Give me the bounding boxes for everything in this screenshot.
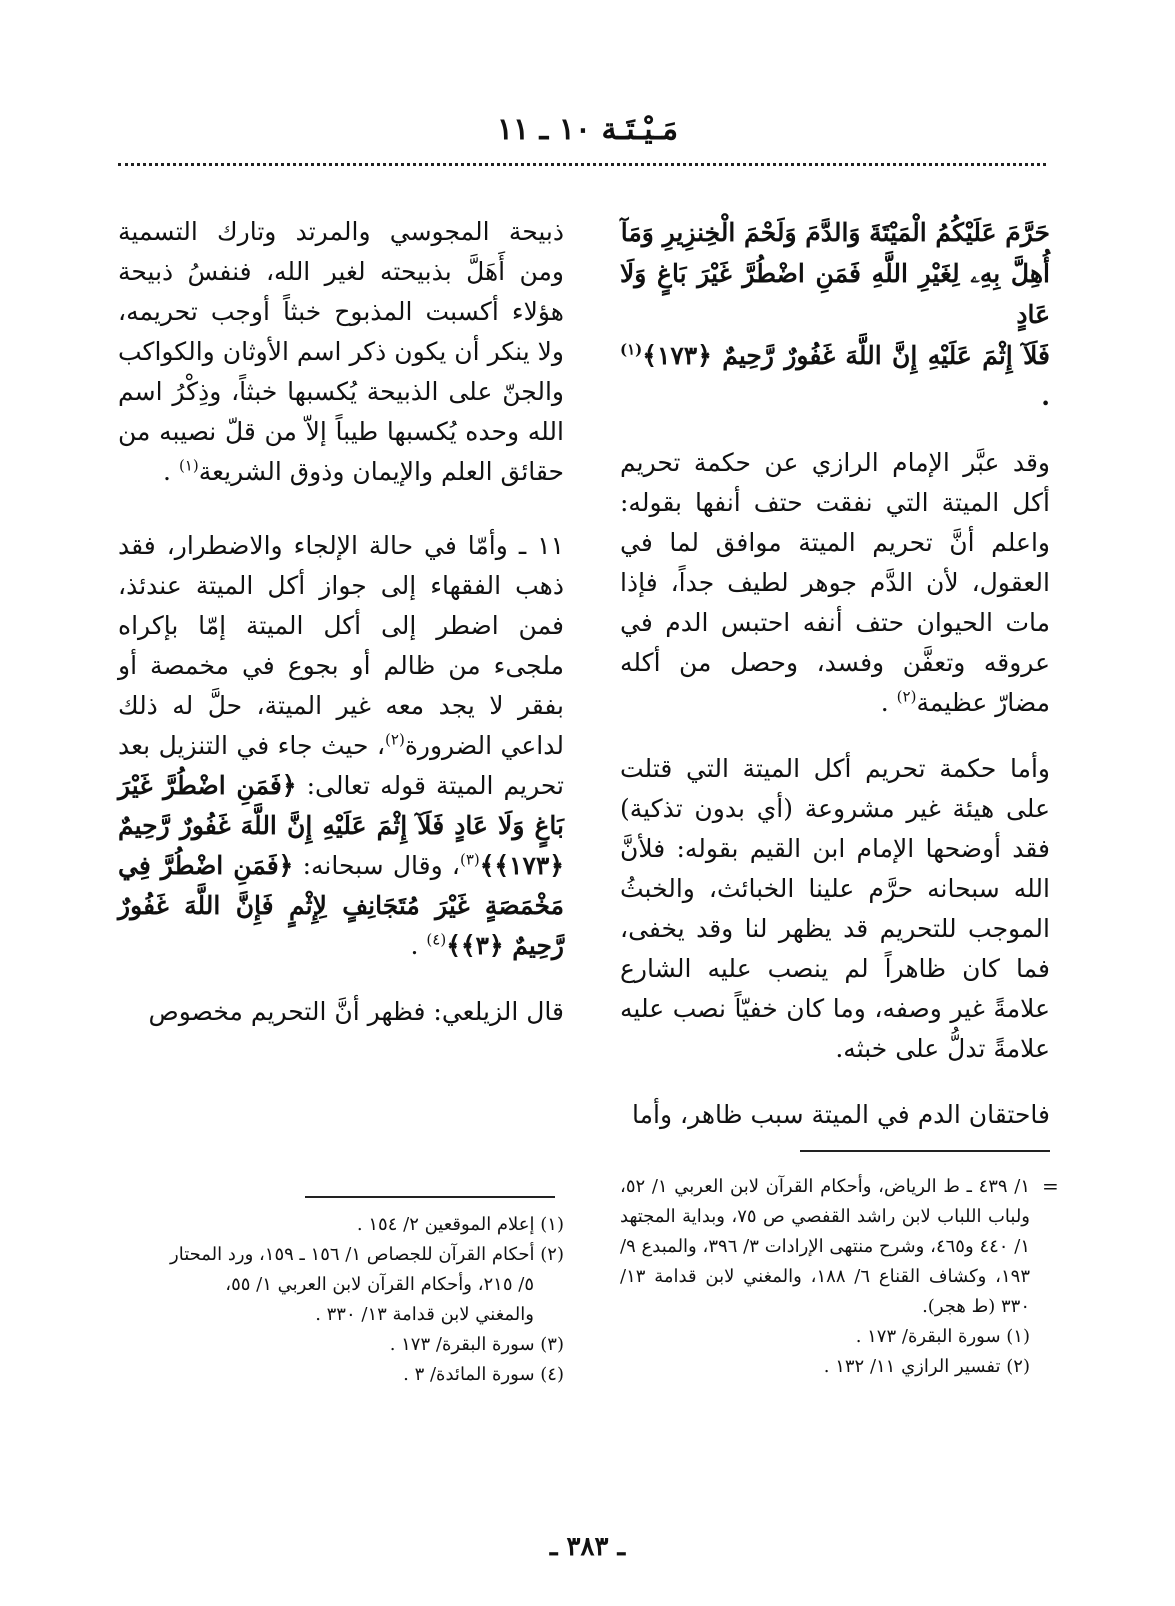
footnote-ref: (١) — [620, 340, 643, 359]
quran-line: حَرَّمَ عَلَيْكُمُ الْمَيْتَةَ وَالدَّمَ وَلَحْمَ الْخِنزِيرِ وَمَآ — [620, 218, 1050, 247]
paragraph-text: ، حيث جاء في التنزيل بعد تحريم الميتة قوله تعالى: — [118, 731, 565, 800]
left-footnotes — [118, 1210, 564, 1390]
left-footnote-divider — [305, 1196, 555, 1198]
footnote-2-continued: ٥/ ٢١٥، وأحكام القرآن لابن العربي ١/ ٥٥، — [225, 1274, 534, 1295]
footnote-continuation: ١/ ٤٣٩ ـ ط الرياض، وأحكام القرآن لابن العربي ١/ ٥٢، ولباب اللباب لابن راشد القفصي ص ٧٥، وبداية المجتهد ١/ ٤٤٠ و٤٦٥، وشرح منتهى الإرادات ٣/ ٣٩٦، والمبدع ٩/ ١٩٣، وكشاف القناع ٦/ ١٨٨، والمغني لابن قدامة ١٣/ ٣٣٠ (ط هجر). — [620, 1176, 1031, 1317]
footnote-3: (٣) سورة البقرة/ ١٧٣ . — [389, 1334, 564, 1355]
footnote-ref: (٤) — [426, 930, 447, 949]
footnote-2-continued: والمغني لابن قدامة ١٣/ ٣٣٠ . — [315, 1304, 534, 1325]
paragraph-idtirar: ١١ ـ وأمّا في حالة الإلجاء والاضطرار، فقد ذهب الفقهاء إلى جواز أكل الميتة عندئذ، فمن اضطر إلى أكل الميتة إمّا بإكراه ملجىء من ظالم أو بجوع في مخمصة أو بفقر لا يجد معه غير الميتة، حلَّ له ذلك لداعي الضرورة$^{(٢)}$، حيث جاء في التنزيل بعد تحريم الميتة قوله تعالى: ﴿فَمَنِ اضْطُرَّ غَيْرَ بَاغٍ وَلَا عَادٍ فَلَآ إِثْمَ عَلَيْهِ إِنَّ اللَّهَ غَفُورٌ رَّحِيمٌ ﴿١٧٣﴾﴾$^{(٣)}$، وقال سبحانه: ﴿فَمَنِ اضْطُرَّ فِي مَخْمَصَةٍ غَيْرَ مُتَجَانِفٍ لِإِثْمٍ فَإِنَّ اللَّهَ غَفُورٌ رَّحِيمٌ ﴿٣﴾﴾$^{(٤)}$ . — [118, 531, 565, 960]
left-column — [118, 212, 564, 1032]
quran-line: أُهِلَّ بِهِۦ لِغَيْرِ اللَّهِ فَمَنِ اضْطُرَّ غَيْرَ بَاغٍ وَلَا عَادٍ — [620, 259, 1050, 329]
paragraph-text: ، وقال سبحانه: — [302, 851, 460, 880]
footnote-ref: (٢) — [896, 687, 917, 706]
right-footnote-divider — [800, 1150, 1050, 1152]
footnote-2: (٢) تفسير الرازي ١١/ ١٣٢ . — [823, 1356, 1030, 1377]
paragraph-text: ذبيحة المجوسي والمرتد وتارك التسمية ومن أَهَلَّ بذبيحته لغير الله، فنفسُ ذبيحة هؤلاء أكسبت المذبوح خبثاً أوجب تحريمه، ولا ينكر أن يكون ذكر اسم الأوثان والكواكب والجنّ على الذبيحة يُكسبها خبثاً، وذِكْرُ اسم الله وحده يُكسبها طيباً إلاّ من قلّ نصيبه من حقائق العلم والإيمان وذوق الشريعة — [118, 217, 564, 486]
right-column — [620, 212, 1050, 1135]
paragraph-zaylai: قال الزيلعي: فظهر أنَّ التحريم مخصوص — [148, 997, 564, 1026]
paragraph-ibn-qayyim: وأما حكمة تحريم أكل الميتة التي قتلت على هيئة غير مشروعة (أي بدون تذكية) فقد أوضحها الإمام ابن القيم بقوله: فلأنَّ الله سبحانه حرَّم علينا الخبائث، والخبثُ الموجب للتحريم قد يظهر لنا وقد يخفى، فما كان ظاهراً لم ينصب عليه الشارع علامةً غير وصفه، وما كان خفيّاً نصب عليه علامةً تدلُّ على خبثه. — [620, 754, 1050, 1063]
quran-verse: ﴿فَمَنِ اضْطُرَّ غَيْرَ بَاغٍ وَلَا عَادٍ فَلَآ إِثْمَ عَلَيْهِ إِنَّ اللَّهَ غَفُورٌ رَّحِيمٌ ﴿١٧٣﴾﴾ — [118, 771, 564, 880]
page-number: ـ ٣٨٣ ـ — [549, 1532, 626, 1562]
right-footnotes — [620, 1172, 1030, 1382]
footnote-2: (٢) أحكام القرآن للجصاص ١/ ١٥٦ ـ ١٥٩، ورد المحتار — [170, 1244, 564, 1265]
footnote-ref: (٢) — [385, 730, 405, 749]
quran-line-text: فَلَآ إِثْمَ عَلَيْهِ إِنَّ اللَّهَ غَفُورٌ رَّحِيمٌ ﴿١٧٣﴾ — [642, 341, 1050, 370]
page-header-title: مَـيْـتَـة ١٠ ـ ١١ — [496, 112, 679, 147]
paragraph-razi: وقد عبَّر الإمام الرازي عن حكمة تحريم أكل الميتة التي نفقت حتف أنفها بقوله: واعلم أنَّ تحريم الميتة موافق لما في العقول، لأن الدَّم جوهر لطيف جداً، فإذا مات الحيوان حتف أنفه احتبس الدم في عروقه وتعفَّن وفسد، وحصل من أكله مضارّ عظيمة$^{(٢)}$ . — [620, 448, 1050, 717]
quran-verse: ﴿فَمَنِ اضْطُرَّ فِي مَخْمَصَةٍ غَيْرَ مُتَجَانِفٍ لِإِثْمٍ فَإِنَّ اللَّهَ غَفُورٌ رَّحِيمٌ ﴿٣﴾﴾ — [118, 851, 564, 960]
footnote-1: (١) إعلام الموقعين ٢/ ١٥٤ . — [356, 1214, 564, 1235]
continuation-mark: = — [1042, 1174, 1059, 1198]
paragraph-dhabiha: ذبيحة المجوسي والمرتد وتارك التسمية ومن أَهَلَّ بذبيحته لغير الله، فنفسُ ذبيحة هؤلاء أكسبت المذبوح خبثاً أوجب تحريمه، ولا ينكر أن يكون ذكر اسم الأوثان والكواكب والجنّ على الذبيحة يُكسبها خبثاً، وذِكْرُ اسم الله وحده يُكسبها طيباً إلاّ من قلّ نصيبه من حقائق العلم والإيمان وذوق الشريعة$^{(١)}$ . — [118, 217, 564, 486]
quran-verse-block — [620, 212, 1050, 417]
header-dotted-divider — [118, 163, 1046, 166]
footnote-ref: (١) — [178, 456, 199, 475]
footnote-ref: (٣) — [459, 850, 480, 869]
paragraph-continuation: فاحتقان الدم في الميتة سبب ظاهر، وأما — [632, 1100, 1050, 1129]
paragraph-text: وقد عبَّر الإمام الرازي عن حكمة تحريم أكل الميتة التي نفقت حتف أنفها بقوله: واعلم أنَّ تحريم الميتة موافق لما في العقول، لأن الدَّم جوهر لطيف جداً، فإذا مات الحيوان حتف أنفه احتبس الدم في عروقه وتعفَّن وفسد، وحصل من أكله مضارّ عظيمة — [620, 448, 1050, 717]
quran-line: فَلَآ إِثْمَ عَلَيْهِ إِنَّ اللَّهَ غَفُورٌ رَّحِيمٌ ﴿١٧٣﴾$^{(١)}$ . — [620, 340, 1050, 411]
footnote-4: (٤) سورة المائدة/ ٣ . — [403, 1364, 564, 1385]
footnote-1: (١) سورة البقرة/ ١٧٣ . — [855, 1326, 1030, 1347]
paragraph-text: ١١ ـ وأمّا في حالة الإلجاء والاضطرار، فقد ذهب الفقهاء إلى جواز أكل الميتة عندئذ، فمن اضطر إلى أكل الميتة إمّا بإكراه ملجىء من ظالم أو بجوع في مخمصة أو بفقر لا يجد معه غير الميتة، حلَّ له ذلك لداعي الضرورة — [118, 531, 564, 760]
